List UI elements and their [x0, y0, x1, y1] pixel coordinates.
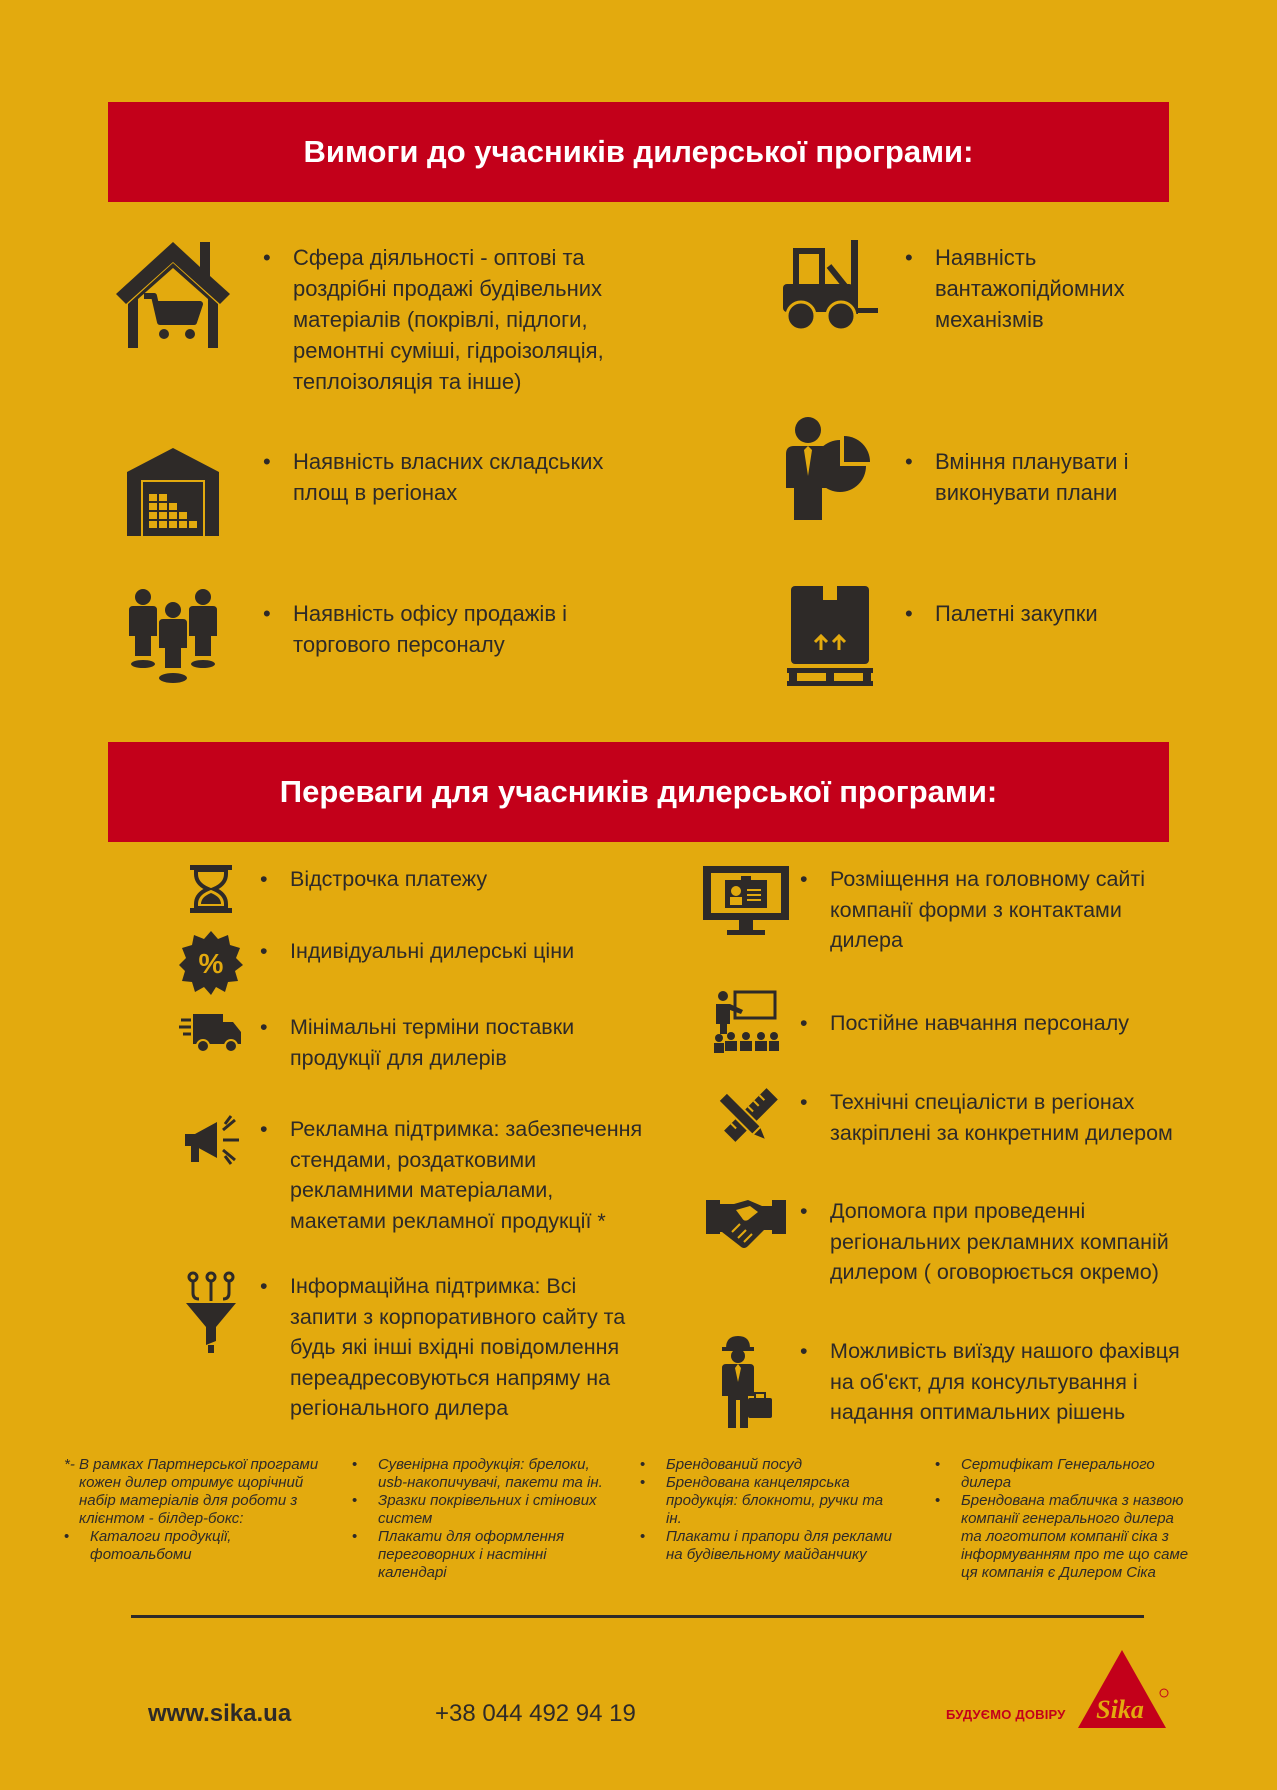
svg-text:%: % — [198, 948, 224, 979]
bullet: • — [263, 449, 271, 474]
footnote-list-item — [352, 1456, 642, 1492]
pallet-box-icon — [780, 584, 880, 688]
footnote-item-text: Сувенірна продукція: брелоки, usb-накопичувачі, пакети та ін. — [378, 1456, 603, 1491]
footnote-item-text: Сертифікат Генерального дилера — [961, 1456, 1155, 1491]
requirement-item — [780, 416, 1128, 520]
bullet: • — [260, 1015, 268, 1039]
funnel-network-icon — [170, 1271, 252, 1353]
bullet: • — [260, 867, 268, 891]
bullet: • — [800, 1011, 808, 1035]
bullet: • — [800, 867, 808, 891]
requirement-text-block — [905, 598, 1098, 629]
bullet: • — [263, 601, 271, 626]
bullet: • — [352, 1528, 358, 1545]
benefits-banner — [108, 742, 1169, 842]
footnote-item-text: Плакати і прапори для реклами на будівельному майданчику — [666, 1528, 892, 1563]
bullet: • — [935, 1456, 941, 1473]
engineer-briefcase-icon — [700, 1336, 792, 1430]
bullet: • — [260, 1274, 268, 1298]
footnote-column-1 — [64, 1456, 354, 1564]
benefit-text-block — [260, 1114, 642, 1236]
benefit-text: Мінімальні терміни поставки продукції для дилерів — [290, 1015, 575, 1070]
benefit-text-block — [260, 1012, 574, 1073]
benefit-text-block — [800, 1087, 1173, 1148]
requirement-text: Наявність офісу продажів і торгового персоналу — [293, 601, 568, 657]
sika-logo — [1074, 1648, 1170, 1732]
benefit-item — [700, 1196, 1169, 1288]
footnote-column-3 — [640, 1456, 930, 1564]
benefit-text-block — [800, 864, 1145, 956]
delivery-truck-icon — [170, 1010, 252, 1056]
benefit-text-block — [800, 1196, 1169, 1288]
website-link[interactable]: www.sika.ua — [148, 1700, 292, 1727]
bullet: • — [800, 1090, 808, 1114]
handshake-icon — [700, 1196, 792, 1252]
footnote-list-item — [640, 1528, 930, 1564]
requirement-text: Вміння планувати і виконувати плани — [935, 449, 1129, 505]
footnote-list-item — [352, 1492, 642, 1528]
footnote-marker: *- — [64, 1456, 75, 1473]
sika-logo-text: Sika — [1096, 1695, 1144, 1724]
benefit-text: Відстрочка платежу — [290, 867, 488, 891]
benefit-text: Розміщення на головному сайті компанії форми з контактами дилера — [830, 867, 1146, 952]
benefit-text-block — [260, 1271, 625, 1424]
requirements-banner — [108, 102, 1169, 202]
bullet: • — [640, 1456, 646, 1473]
requirement-text-block — [263, 242, 604, 397]
requirement-text: Наявність власних складських площ в регіонах — [293, 449, 604, 505]
footnote-column-4 — [935, 1456, 1235, 1582]
bullet: • — [352, 1456, 358, 1473]
benefit-text: Допомога при проведенні регіональних рекламних компаній дилером ( оговорюється окремо) — [830, 1199, 1169, 1284]
footnote-intro — [64, 1456, 354, 1528]
team-people-icon — [113, 588, 233, 688]
bullet: • — [800, 1339, 808, 1363]
benefit-text: Індивідуальні дилерські ціни — [290, 939, 575, 963]
benefit-item — [170, 864, 487, 914]
bullet: • — [905, 601, 913, 626]
percent-badge-icon — [170, 930, 252, 996]
businessman-chart-icon — [780, 416, 880, 520]
megaphone-icon — [170, 1114, 252, 1172]
bullet: • — [263, 245, 271, 270]
requirement-item — [780, 236, 1125, 336]
requirement-item — [780, 584, 1098, 688]
requirement-item — [113, 236, 604, 397]
forklift-icon — [780, 236, 880, 336]
benefit-text-block — [800, 1336, 1180, 1428]
footnote-list-item — [352, 1528, 642, 1582]
footnote-item-text: Брендований посуд — [666, 1456, 803, 1473]
bullet: • — [935, 1492, 941, 1509]
benefit-text: Технічні спеціалісти в регіонах закріплені за конкретним дилером — [830, 1090, 1173, 1145]
benefits-title: Переваги для учасників дилерської програми: — [279, 774, 998, 809]
bullet: • — [260, 939, 268, 963]
benefit-text: Рекламна підтримка: забезпечення стендами, роздатковими рекламними матеріалами, макетами рекламної продукції * — [290, 1117, 643, 1233]
footnote-item-text: Брендована табличка з назвою компанії генерального дилера та логотипом компанії сіка з інформуванням про те що саме ця компанія є Дилером Сіка — [961, 1492, 1189, 1581]
benefit-text: Постійне навчання персоналу — [830, 1011, 1130, 1035]
bullet: • — [64, 1528, 70, 1545]
benefit-item — [700, 1336, 1180, 1430]
requirement-item — [113, 588, 567, 688]
benefit-item — [170, 1114, 642, 1236]
monitor-contact-icon — [700, 864, 792, 938]
house-cart-icon — [113, 236, 233, 352]
requirements-title: Вимоги до учасників дилерської програми: — [303, 134, 974, 169]
footnote-item-text: Каталоги продукції, фотоальбоми — [90, 1528, 232, 1563]
footnote-item-text: Плакати для оформлення переговорних і настінні календарі — [378, 1528, 565, 1581]
benefit-text-block — [260, 864, 487, 895]
requirement-text: Наявність вантажопідйомних механізмів — [935, 245, 1125, 332]
footnote-item-text: Брендована канцелярська продукція: блокноти, ручки та ін. — [666, 1474, 884, 1527]
bullet: • — [260, 1117, 268, 1141]
footnote-column-2 — [352, 1456, 642, 1582]
requirement-text-block — [905, 446, 1128, 508]
benefit-text: Інформаційна підтримка: Всі запити з корпоративного сайту та будь які інші вхідні повідомлення переадресовуються напряму на регіонального дилера — [290, 1274, 626, 1420]
requirement-text-block — [263, 598, 567, 660]
bullet: • — [905, 449, 913, 474]
requirement-text-block — [263, 446, 603, 508]
benefit-item — [700, 990, 1129, 1056]
benefit-text-block — [800, 1008, 1129, 1039]
footer-divider — [131, 1615, 1144, 1618]
footnote-intro-text: В рамках Партнерської програми кожен дилер отримує щорічний набір матеріалів для роботи з клієнтом - білдер-бокс: — [79, 1456, 319, 1527]
requirement-item — [113, 446, 603, 538]
bullet: • — [800, 1199, 808, 1223]
footnote-list-item — [935, 1492, 1235, 1582]
bullet: • — [640, 1528, 646, 1545]
pencil-ruler-icon — [700, 1087, 792, 1153]
warehouse-icon — [113, 446, 233, 538]
benefit-item — [170, 1271, 625, 1424]
bullet: • — [905, 245, 913, 270]
requirement-text: Сфера діяльності - оптові та роздрібні продажі будівельних матеріалів (покрівлі, підлоги, ремонтні суміші, гідроізоляція, теплоізоляція та інше) — [293, 245, 604, 394]
benefit-item — [170, 1010, 574, 1073]
benefit-item — [170, 930, 574, 996]
footnote-list-item — [935, 1456, 1235, 1492]
hourglass-icon — [170, 864, 252, 914]
benefit-text-block — [260, 936, 574, 967]
slogan: БУДУЄМО ДОВІРУ — [946, 1707, 1066, 1722]
training-presentation-icon — [700, 990, 792, 1056]
footnote-item-text: Зразки покрівельних і стінових систем — [378, 1492, 597, 1527]
footnote-list-item — [640, 1456, 930, 1474]
benefit-text: Можливість виїзду нашого фахівця на об'єкт, для консультування і надання оптимальних рішень — [830, 1339, 1180, 1424]
requirement-text-block — [905, 242, 1125, 335]
requirement-text: Палетні закупки — [935, 601, 1098, 626]
benefit-item — [700, 1087, 1173, 1153]
footnote-list-item — [640, 1474, 930, 1528]
phone-number: +38 044 492 94 19 — [435, 1700, 636, 1727]
sika-logo-icon — [1074, 1648, 1170, 1732]
bullet: • — [352, 1492, 358, 1509]
bullet: • — [640, 1474, 646, 1491]
footnote-list-item — [64, 1528, 354, 1564]
benefit-item — [700, 864, 1145, 956]
